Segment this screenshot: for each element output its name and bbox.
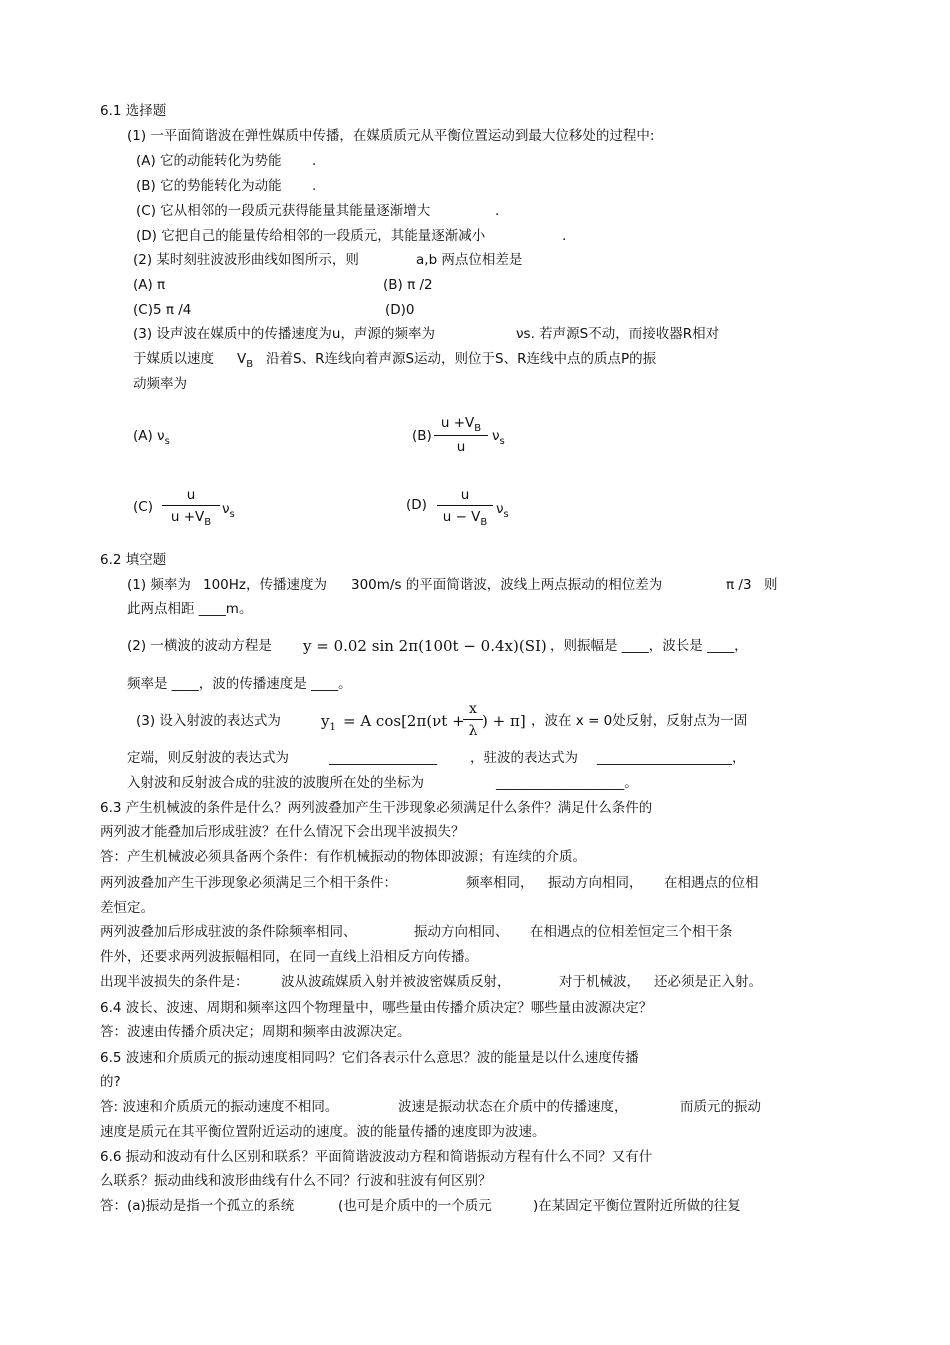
q1-option-b-dot: . [312,178,317,194]
a63-line4b: 振动方向相同、 [414,924,509,940]
a63-line5: 件外，还要求两列波振幅相同，在同一直线上沿相反方向传播。 [100,949,478,965]
q3-option-d-fraction: $\frac{u}{u - V_B}$ [437,485,493,530]
q1-option-a: (A) 它的动能转化为势能 [136,153,282,169]
f2-equation: y = 0.02 sin 2π(100t − 0.4x)(SI) [303,637,547,655]
a63-line4a: 两列波叠加后形成驻波的条件除频率相同、 [100,924,357,940]
q3-line1a: (3) 设声波在媒质中的传播速度为u，声源的频率为 [133,326,435,342]
section-6-2-title: 6.2 填空题 [100,552,167,568]
f3-line2-blank1: ________________ [329,750,437,766]
f1-line1e: 则 [764,577,778,593]
a65-line1c: 而质元的振动 [680,1099,761,1115]
q66-line1: 6.6 振动和波动有什么区别和联系？平面简谐波波动方程和简谐振动方程有什么不同？又有什 [100,1149,653,1165]
q65-line1: 6.5 波速和介质质元的振动速度相同吗？它们各表示什么意思？波的能量是以什么速度传播 [100,1050,639,1066]
q2-option-d: (D)0 [385,302,415,318]
f1-line1c: 300m/s 的平面简谐波，波线上两点振动的相位差为 [351,577,663,593]
f1-line1a: (1) 频率为 [127,577,191,593]
a66-line1a: 答：(a)振动是指一个孤立的系统 [100,1198,295,1214]
f3-equation-lhs: $y_1$ [321,712,336,733]
q3-line2c: 沿着S、R连线向着声源S运动，则位于S、R连线中点的质点P的振 [266,351,657,367]
a63-line2d: 在相遇点的位相 [664,875,759,891]
q3-option-b-tail: $\nu_s$ [492,428,505,447]
f3-line3-blank: ___________________。 [496,775,638,791]
q1-option-c-dot: . [495,203,500,219]
f2-line1a: (2) 一横波的波动方程是 [127,638,272,654]
a63-line2a: 两列波叠加产生干涉现象必须满足三个相干条件： [100,875,397,891]
q66-line2: 么联系？振动曲线和波形曲线有什么不同？行波和驻波有何区别？ [100,1173,492,1189]
q63-line1: 6.3 产生机械波的条件是什么？两列波叠加产生干涉现象必须满足什么条件？满足什么条件的 [100,800,653,816]
a63-line6a: 出现半波损失的条件是： [100,974,249,990]
f2-line2: 频率是 ____，波的传播速度是 ____。 [127,676,352,692]
q3-line3: 动频率为 [133,376,187,392]
a63-line4c: 在相遇点的位相差恒定三个相干条 [530,924,733,940]
a63-line3: 差恒定。 [100,900,154,916]
a63-line1: 答：产生机械波必须具备两个条件：有作机械振动的物体即波源；有连续的介质。 [100,849,586,865]
q1-option-b: (B) 它的势能转化为动能 [136,178,282,194]
q2-stem-a: (2) 某时刻驻波波形曲线如图所示，则 [133,252,359,268]
f3-equation-rhs: ) + π] [482,712,526,730]
q3-option-c-tail: $\nu_s$ [222,501,235,520]
a66-line1b: (也可是介质中的一个质元 [338,1198,492,1214]
q64: 6.4 波长、波速、周期和频率这四个物理量中，哪些量由传播介质决定？哪些量由波源决定？ [100,1000,653,1016]
f3-equation-mid: = A cos[2π(νt + [343,712,465,730]
f3-line2-blank2: ____________________， [597,750,746,766]
q3-option-b-fraction: $\frac{u +V_B}{u}$ [434,413,488,458]
a63-line2b: 频率相同， [466,875,534,891]
q2-stem-b: a,b 两点位相差是 [416,252,523,268]
q3-option-d-label: (D) [406,497,427,513]
q1-option-d: (D) 它把自己的能量传给相邻的一段质元，其能量逐渐减小 [136,228,486,244]
q3-option-c-label: (C) [133,499,153,515]
q3-option-a: (A) $\nu_s$ [133,428,170,447]
a63-line6d: 还必须是正入射。 [654,974,762,990]
q65-line2: 的? [100,1074,121,1090]
q1-option-c: (C) 它从相邻的一段质元获得能量其能量逐渐增大 [136,203,431,219]
a65-line1a: 答: 波速和介质质元的振动速度不相同。 [100,1099,339,1115]
f3-line1b: ，波在 x = 0处反射，反射点为一固 [531,713,748,729]
q3-option-b-label: (B) [412,428,432,444]
f1-line2: 此两点相距 ____m。 [127,601,253,617]
q3-option-c-fraction: $\frac{u}{u +V_B}$ [162,485,220,530]
q2-option-c: (C)5 π /4 [133,302,192,318]
f1-line1b: 100Hz，传播速度为 [203,577,328,593]
q1-option-d-dot: . [562,228,567,244]
a66-line1c: )在某固定平衡位置附近所做的往复 [533,1198,741,1214]
a63-line6c: 对于机械波， [559,974,640,990]
f3-line2a: 定端，则反射波的表达式为 [127,750,289,766]
a64: 答：波速由传播介质决定；周期和频率由波源决定。 [100,1024,411,1040]
q1-stem: (1) 一平面简谐波在弹性媒质中传播，在媒质质元从平衡位置运动到最大位移处的过程中: [127,128,655,144]
f1-line1d: π /3 [726,577,752,593]
q3-line2a: 于媒质以速度 [133,351,214,367]
q63-line2: 两列波才能叠加后形成驻波？在什么情况下会出现半波损失？ [100,824,465,840]
q2-option-b: (B) π /2 [383,277,433,293]
f2-line1b: ，则振幅是 ____，波长是 ____， [550,638,748,654]
q2-option-a: (A) π [133,277,166,293]
a63-line6b: 波从波疏媒质入射并被波密媒质反射， [281,974,511,990]
q1-option-a-dot: . [312,153,317,169]
q3-option-d-tail: $\nu_s$ [496,501,509,520]
f3-equation-fraction: $\frac{x}{\lambda}$ [463,699,483,742]
a63-line2c: 振动方向相同， [548,875,643,891]
q3-line1b: νs. 若声源S不动，而接收器R相对 [516,326,720,342]
f3-line2c: ，驻波的表达式为 [470,750,578,766]
section-6-1-title: 6.1 选择题 [100,103,167,119]
a65-line2: 速度是质元在其平衡位置附近运动的速度。波的能量传播的速度即为波速。 [100,1124,546,1140]
f3-line1a: (3) 设入射波的表达式为 [136,713,281,729]
a65-line1b: 波速是振动状态在介质中的传播速度， [398,1099,628,1115]
q3-line2-v: $V_B$ [237,351,254,370]
f3-line3a: 入射波和反射波合成的驻波的波腹所在处的坐标为 [127,775,424,791]
